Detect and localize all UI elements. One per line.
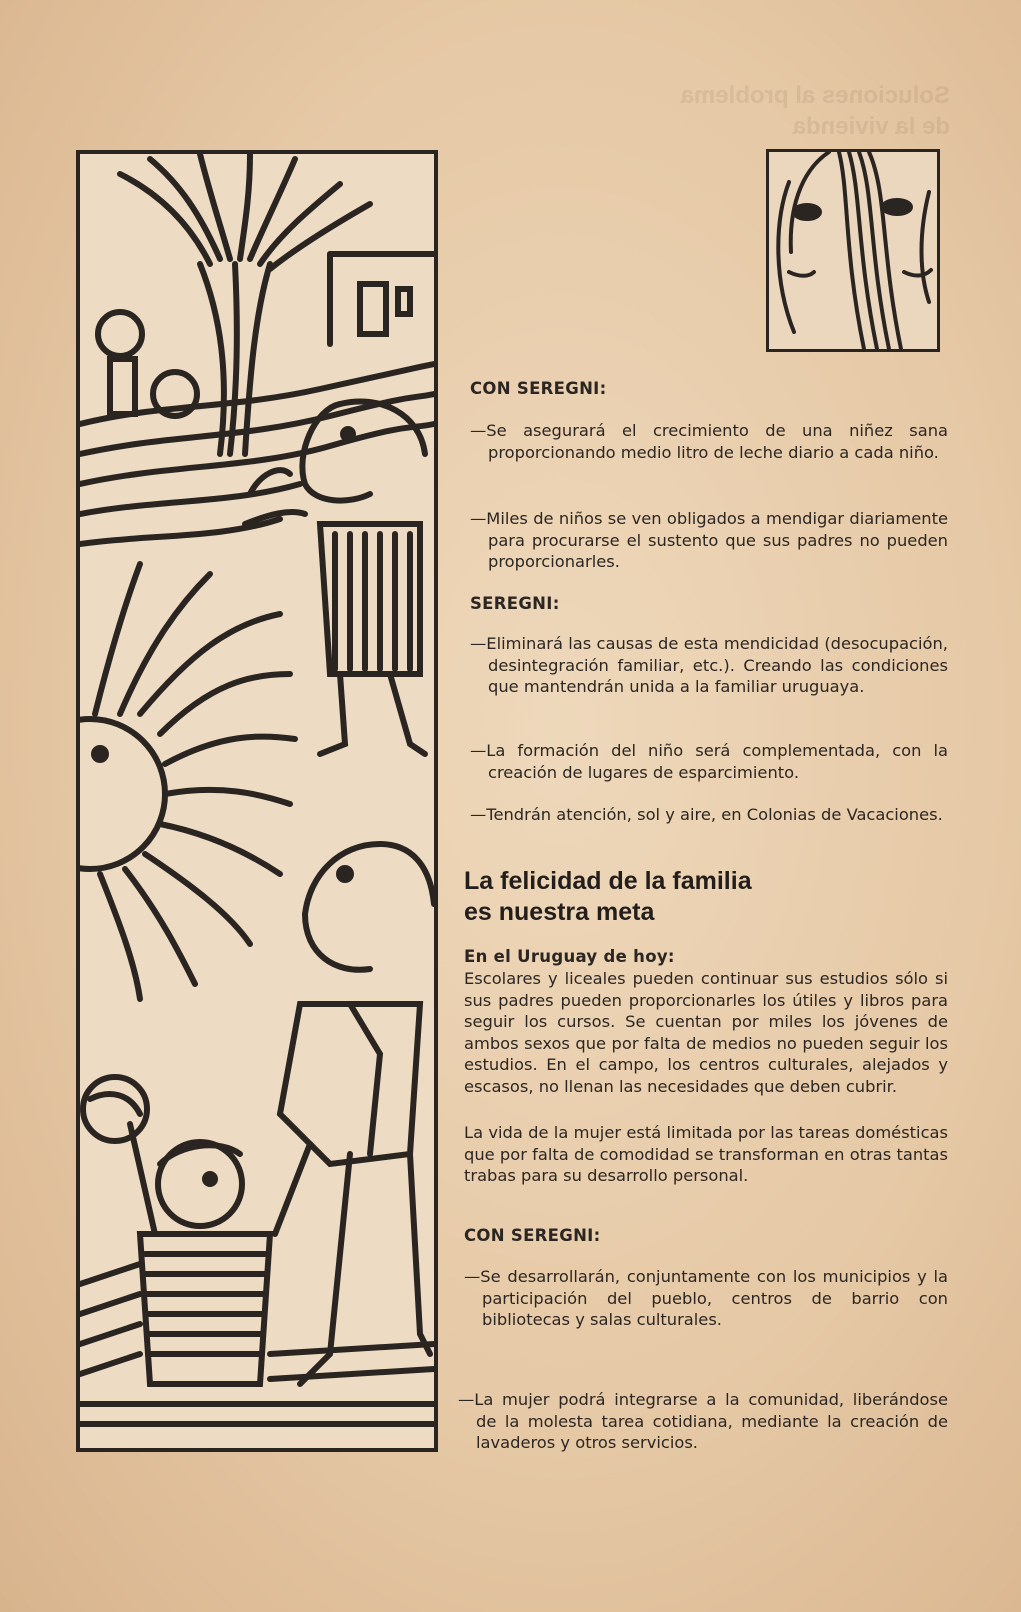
woodcut-drawing: [80, 154, 434, 1448]
title-line: La felicidad de la familia: [464, 867, 752, 895]
paragraph: La vida de la mujer está limitada por las tareas domésticas que por falta de comodidad se transforman en otras tantas trabas para su desarrollo personal.: [464, 1123, 948, 1185]
heading-seregni: SEREGNI:: [470, 594, 560, 613]
text-item: —Se desarrollarán, conjuntamente con los municipios y la participación del pueblo, centros de barrio con bibliotecas y salas culturales.: [464, 1267, 948, 1329]
text-item: —La mujer podrá integrarse a la comunidad, liberándose de la molesta tarea cotidiana, mediante la creación de lavaderos y otros servicios.: [458, 1390, 948, 1452]
text-item: —Tendrán atención, sol y aire, en Colonias de Vacaciones.: [470, 805, 943, 824]
text-item: —Miles de niños se ven obligados a mendigar diariamente para procurarse el sustento que sus padres no pueden proporcionarles.: [470, 509, 948, 571]
paragraph: Escolares y liceales pueden continuar sus estudios sólo si sus padres pueden proporcionarles los útiles y libros para seguir los cursos. Se cuentan por miles los jóvenes de ambos sexos que por falta de medios no pueden seguir los estudios. En el campo, los centros culturales, alejados y escasos, no llenan las necesidades que deben cubrir.: [464, 969, 948, 1096]
text-item: —Se asegurará el crecimiento de una niñez sana proporcionando medio litro de leche diario a cada niño.: [470, 421, 948, 462]
family-woodcut-illustration: [76, 150, 438, 1452]
faces-drawing: [769, 152, 937, 349]
bleed-through-text: Soluciones al problema de la vivienda: [680, 82, 950, 141]
faces-woodcut-illustration: [766, 149, 940, 352]
title-line: es nuestra meta: [464, 898, 655, 926]
text-item: —Eliminará las causas de esta mendicidad (desocupación, desintegración familiar, etc.). Creando las condiciones que mantendrán unida a la familiar uruguaya.: [470, 634, 948, 696]
heading-con-seregni: CON SEREGNI:: [464, 1226, 601, 1245]
section-title: [464, 866, 948, 928]
heading-con-seregni: CON SEREGNI:: [470, 379, 607, 398]
text-item: —La formación del niño será complementada, con la creación de lugares de esparcimiento.: [470, 741, 948, 782]
subheading: En el Uruguay de hoy:: [464, 947, 675, 966]
